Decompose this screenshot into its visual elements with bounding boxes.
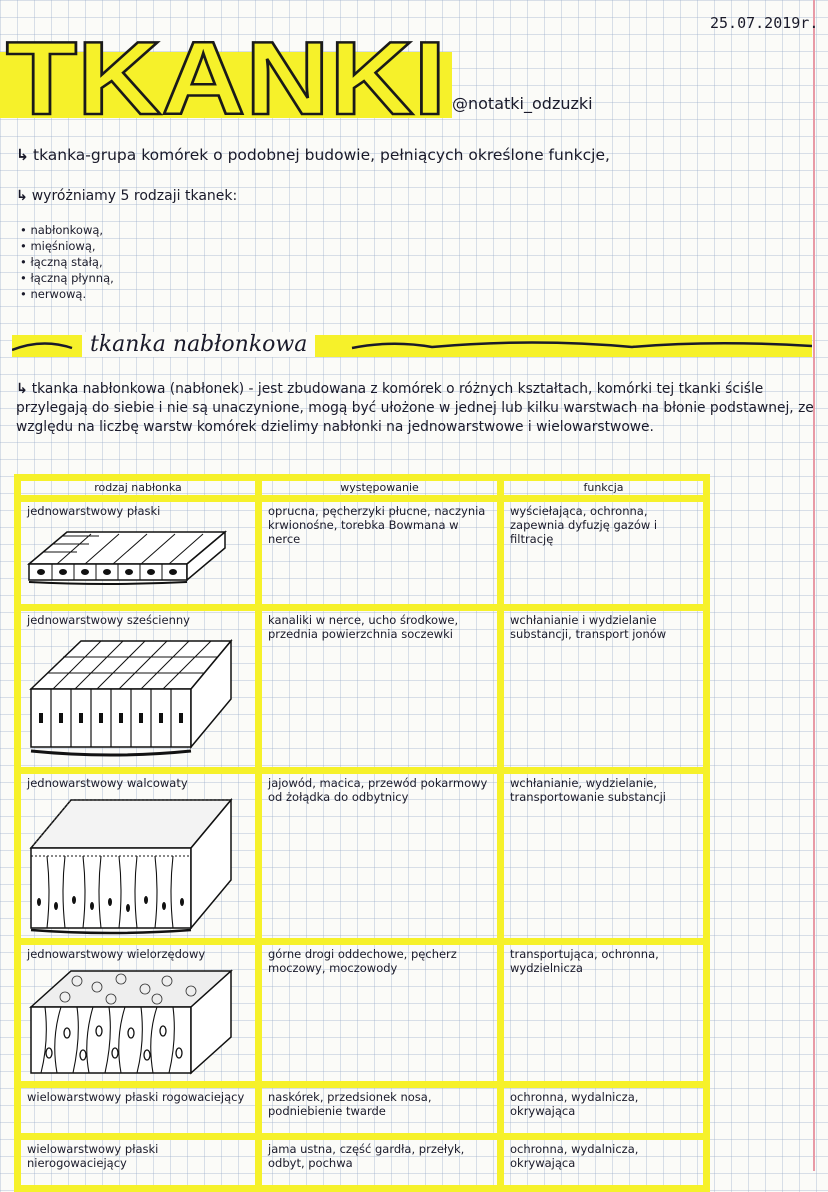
list-item: • łączną płynną, [20,270,114,286]
tissue-name-cell: wielowarstwowy płaski rogowaciejący [18,1085,259,1137]
tissue-name: jednowarstwowy płaski [27,504,161,518]
tissue-cell [18,942,259,1085]
table-row [18,608,707,771]
columnar-epithelium-drawing [27,796,233,936]
tissue-cell [18,771,259,942]
definition-text: tkanka-grupa komórek o podobnej budowie, pełniących określone funkcje, [33,146,610,164]
tissue-name-cell: wielowarstwowy płaski nierogowaciejący [18,1137,259,1189]
page-title: TKANKI [6,21,446,122]
types-intro-text: wyróżniamy 5 rodzaji tkanek: [31,188,238,204]
section-title: tkanka nabłonkowa [82,332,315,357]
arrow-icon: ↳ [16,188,28,204]
tissue-cell [18,608,259,771]
function-cell: wchłanianie, wydzielanie, transportowanie substancji [501,771,707,942]
tissue-cell [18,499,259,608]
arrow-icon: ↳ [16,381,28,397]
squamous-epithelium-drawing [27,524,227,586]
pseudostratified-epithelium-drawing [27,967,233,1079]
paragraph-text: tkanka nabłonkowa (nabłonek) - jest zbudowana z komórek o różnych kształtach, komórki tej tkanki ściśle przylegają do siebie i nie są unaczynione, mogą być ułożone w jednej lub kilku warstwach na błonie podstawnej, ze względu na liczbę warstw komórek dzielimy nabłonki na jednowarstwowe i wielowarstwowe. [16,381,814,435]
list-item: • nabłonkową, [20,222,114,238]
list-item: • mięśniową, [20,238,114,254]
cuboidal-epithelium-drawing [27,633,233,761]
types-intro-line [16,188,237,204]
table-row [18,499,707,608]
tissue-name: jednowarstwowy wielorzędowy [27,947,206,961]
occurrence-cell: górne drogi oddechowe, pęcherz moczowy, moczowody [259,942,501,1085]
occurrence-cell: oprucna, pęcherzyki płucne, naczynia krwionośne, torebka Bowmana w nerce [259,499,501,608]
note-date: 25.07.2019r. [710,14,819,32]
tissue-types-list [20,222,114,302]
arrow-icon: ↳ [16,146,29,164]
author-handle: @notatki_odzuzki [452,94,593,113]
section-header [12,330,812,366]
definition-paragraph [16,380,816,437]
table-row [18,1085,707,1137]
epithelium-table [14,474,710,1192]
occurrence-cell: kanaliki w nerce, ucho środkowe, przednia powierzchnia soczewki [259,608,501,771]
column-header: rodzaj nabłonka [18,478,259,499]
list-item: • nerwową. [20,286,114,302]
definition-line [16,146,610,164]
column-header: funkcja [501,478,707,499]
occurrence-cell: jama ustna, część gardła, przełyk, odbyt, pochwa [259,1137,501,1189]
table-row [18,942,707,1085]
table-row [18,1137,707,1189]
occurrence-cell: jajowód, macica, przewód pokarmowy od żołądka do odbytnicy [259,771,501,942]
list-item: • łączną stałą, [20,254,114,270]
function-cell: transportująca, ochronna, wydzielnicza [501,942,707,1085]
tissue-name: jednowarstwowy sześcienny [27,613,190,627]
function-cell: wyściełająca, ochronna, zapewnia dyfuzję gazów i filtrację [501,499,707,608]
occurrence-cell: naskórek, przedsionek nosa, podniebienie twarde [259,1085,501,1137]
title-block [0,18,452,122]
page-margin-line [813,0,815,1171]
column-header: występowanie [259,478,501,499]
table-header-row [18,478,707,499]
function-cell: ochronna, wydalnicza, okrywająca [501,1085,707,1137]
title-highlight [0,18,452,122]
function-cell: ochronna, wydalnicza, okrywająca [501,1137,707,1189]
tissue-name: jednowarstwowy walcowaty [27,776,188,790]
function-cell: wchłanianie i wydzielanie substancji, transport jonów [501,608,707,771]
table-row [18,771,707,942]
